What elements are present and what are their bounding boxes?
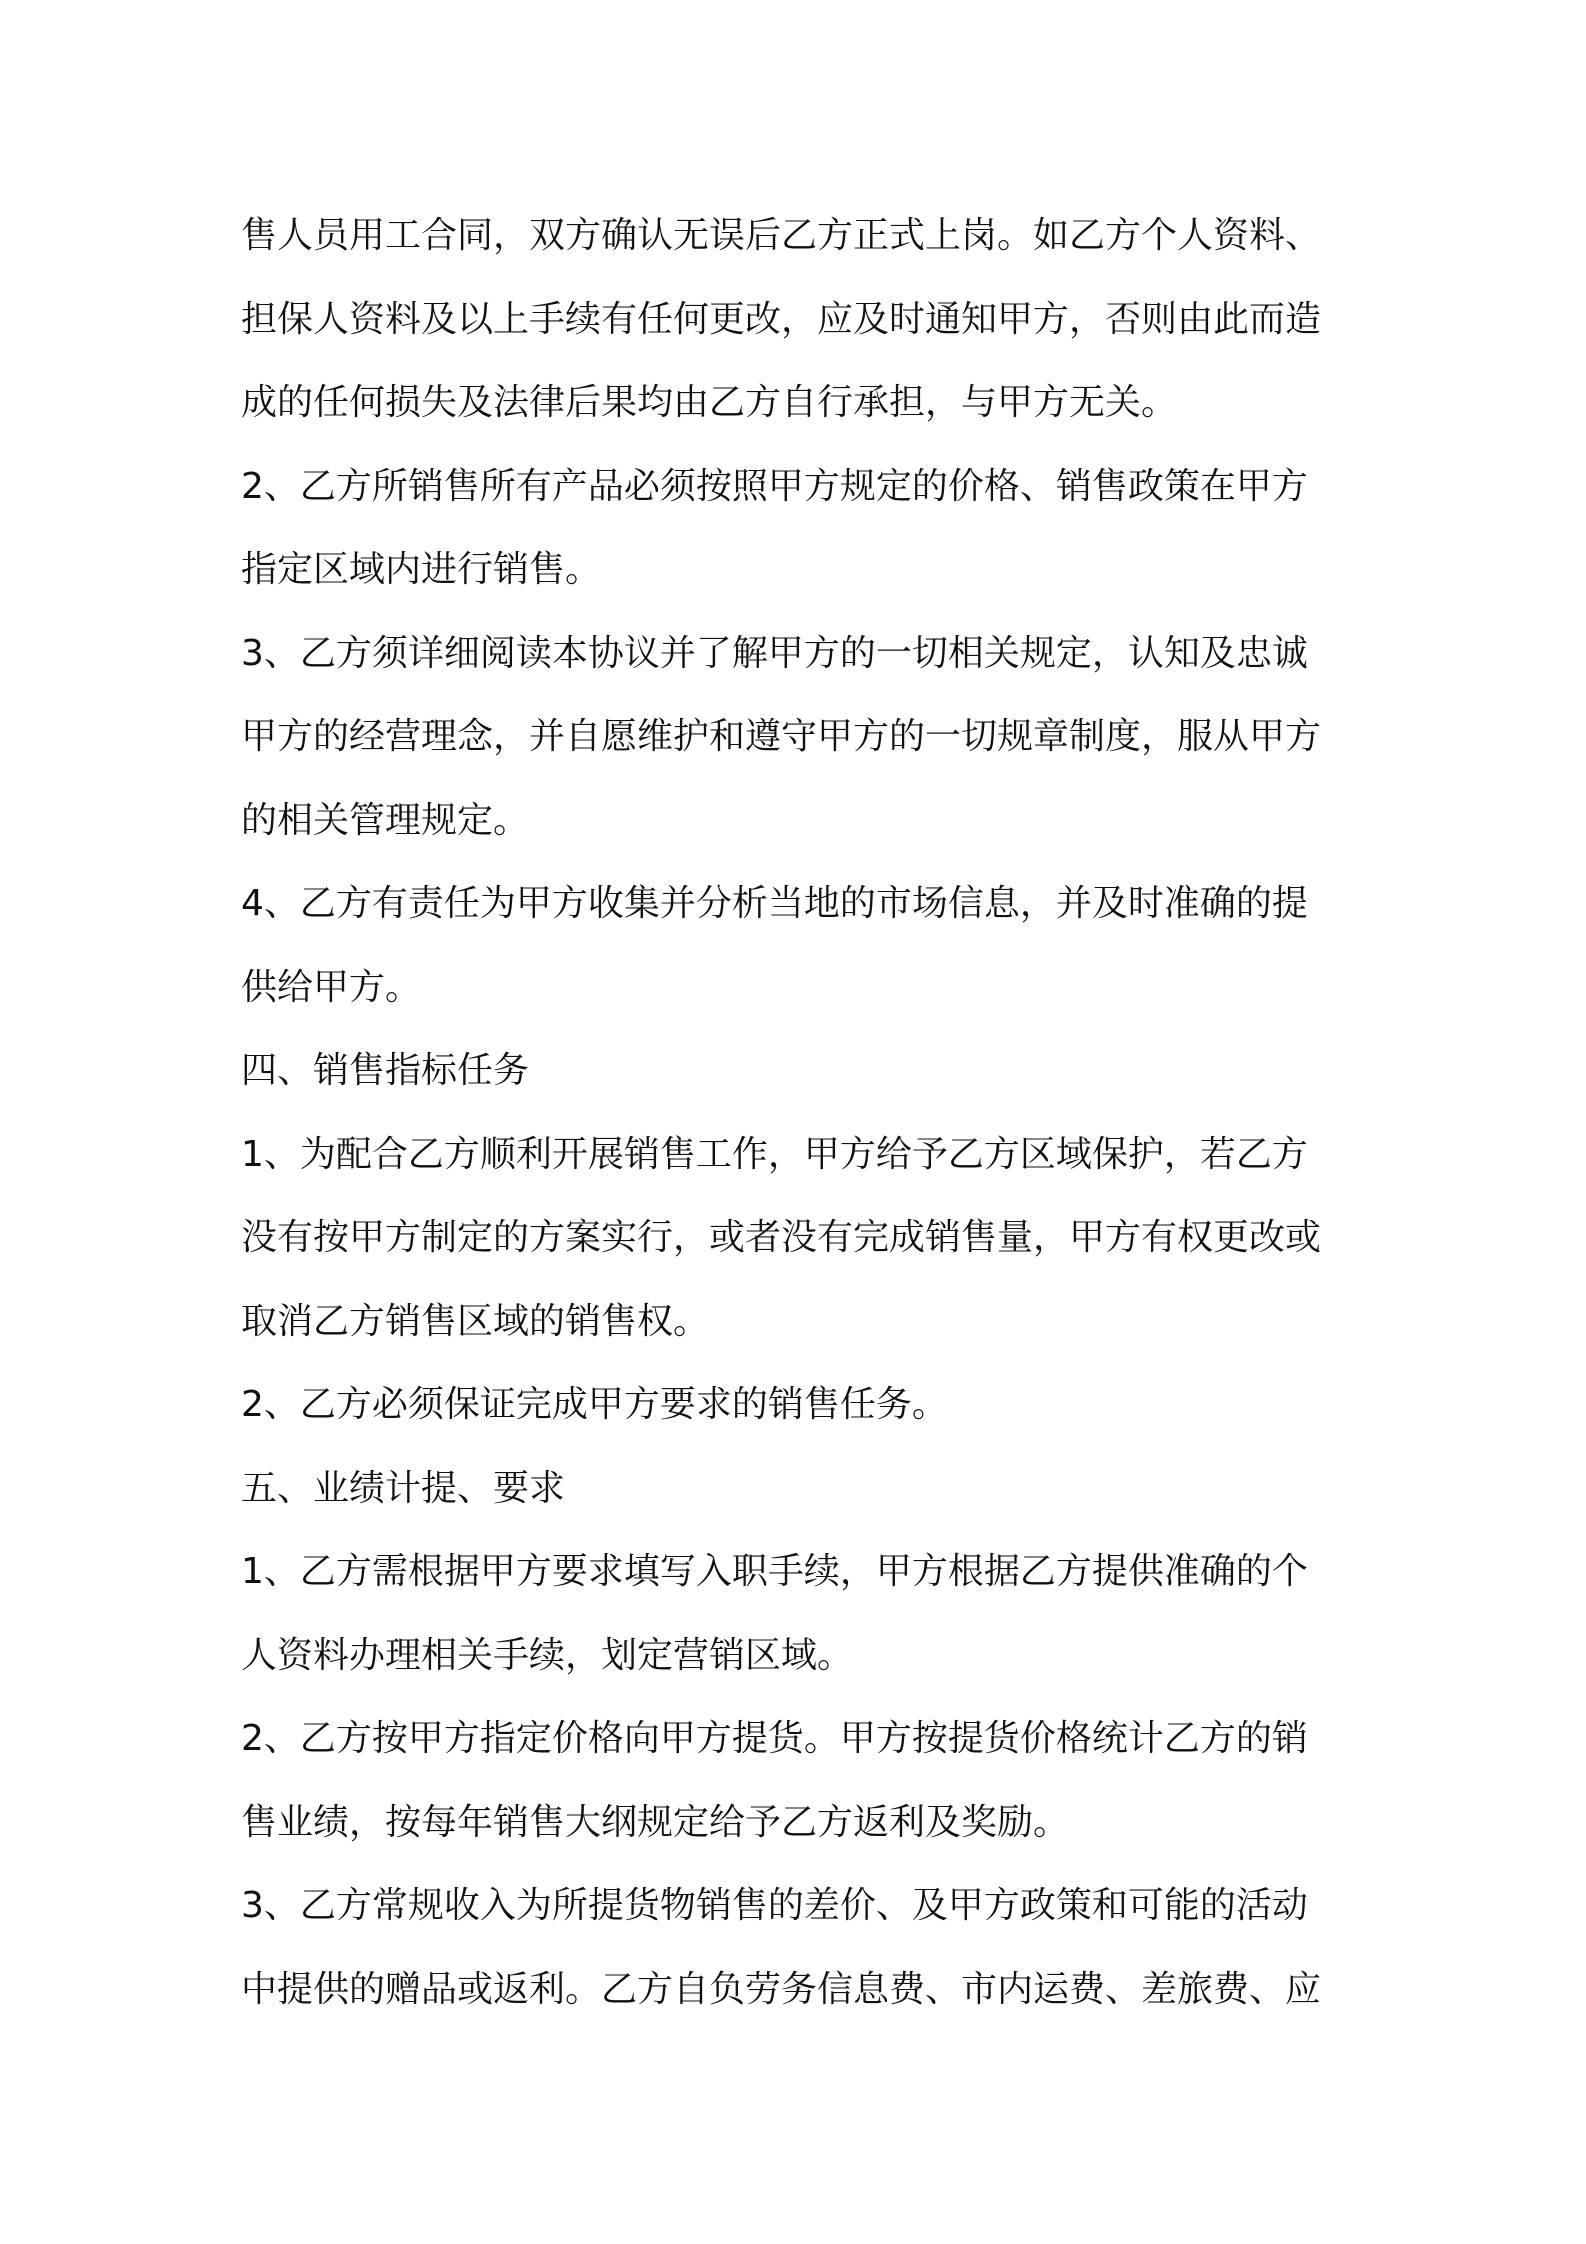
text-line: 售业绩，按每年销售大纲规定给予乙方返利及奖励。 (241, 1801, 1070, 1843)
clause-2-line: 2、乙方按甲方指定价格向甲方提货。甲方按提货价格统计乙方的销 (241, 1718, 1308, 1759)
text-line: 成的任何损失及法律后果均由乙方自行承担，与甲方无关。 (241, 382, 1178, 423)
clause-1-line: 1、为配合乙方顺利开展销售工作，甲方给予乙方区域保护，若乙方 (241, 1133, 1308, 1175)
text-line: 没有按甲方制定的方案实行，或者没有完成销售量，甲方有权更改或 (241, 1217, 1322, 1258)
text-line: 甲方的经营理念，并自愿维护和遵守甲方的一切规章制度，服从甲方 (241, 716, 1322, 757)
text-line: 人资料办理相关手续，划定营销区域。 (241, 1634, 854, 1676)
section-heading-4: 四、销售指标任务 (241, 1050, 530, 1091)
document-body (241, 194, 1361, 2031)
text-line: 指定区域内进行销售。 (241, 549, 602, 590)
clause-3-line: 3、乙方常规收入为所提货物销售的差价、及甲方政策和可能的活动 (241, 1885, 1308, 1926)
clause-1-line: 1、乙方需根据甲方要求填写入职手续，甲方根据乙方提供准确的个 (241, 1551, 1308, 1592)
clause-2-line: 2、乙方必须保证完成甲方要求的销售任务。 (241, 1384, 948, 1425)
clause-4-line: 4、乙方有责任为甲方收集并分析当地的市场信息，并及时准确的提 (241, 883, 1308, 924)
text-line: 供给甲方。 (241, 966, 422, 1008)
text-line: 售人员用工合同，双方确认无误后乙方正式上岗。如乙方个人资料、 (241, 215, 1322, 256)
clause-2-line: 2、乙方所销售所有产品必须按照甲方规定的价格、销售政策在甲方 (241, 465, 1308, 507)
text-line: 的相关管理规定。 (241, 799, 530, 841)
section-heading-5: 五、业绩计提、要求 (241, 1467, 566, 1509)
text-line: 中提供的赠品或返利。乙方自负劳务信息费、市内运费、差旅费、应 (241, 1968, 1322, 2010)
clause-3-line: 3、乙方须详细阅读本协议并了解甲方的一切相关规定，认知及忠诚 (241, 632, 1308, 674)
text-line: 取消乙方销售区域的销售权。 (241, 1300, 710, 1342)
text-line: 担保人资料及以上手续有任何更改，应及时通知甲方，否则由此而造 (241, 298, 1322, 340)
